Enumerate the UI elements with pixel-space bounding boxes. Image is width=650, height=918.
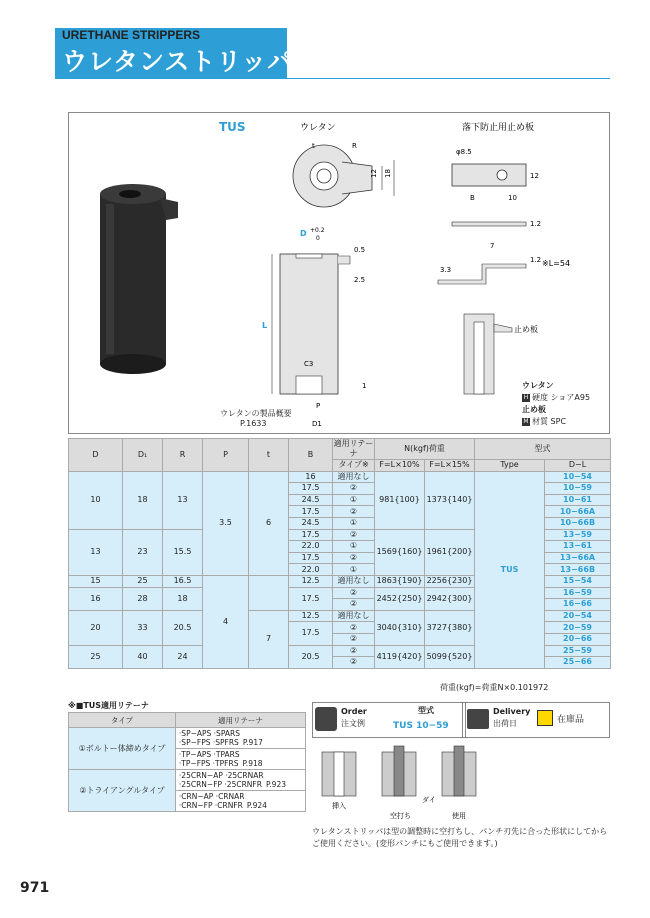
phone-icon [315, 707, 337, 731]
urethane-label: ウレタン [300, 123, 336, 133]
svg-text:+0.2: +0.2 [310, 227, 325, 234]
truck-icon [467, 709, 489, 729]
header-rule [55, 78, 610, 79]
svg-text:3.3: 3.3 [440, 266, 452, 274]
spec-table: D D₁ R P t B 適用リテーナ N(kgf)荷重 型式 タイプ※ F=L×10% F=L×15% Type D−L 10 18 13 3.5 6 16 適用なし 981{100} 1373{140} TUS 10−54 17.5 ② 10−59 24.5 ① 10−61 17.5 ② 10−66A 24.5 ① 10−66B 13 23 15.5 17.5 ② 1569{160} 1961{200} 13−59 22.0 ① 13−61 17.5 ② 13−66A 22.0 ① 13−66B 15 25 16.5 4 12.5 適用なし 1863{190} 2256{230} 15−54 16 28 18 17.5 ② 2452{250} 2942{300} 16−59 ② 16−66 20 33 20.5 7 12.5 適用なし 3040{310} 3727{380} 20−54 17.5 ② 20−59 ② 20−66 25 40 24 20.5 ② 4119{420} 5099{520} 25−59 ② 25−66 [68, 438, 611, 669]
page-number: 971 [20, 880, 50, 896]
svg-text:D: D [300, 229, 307, 238]
svg-text:P: P [316, 402, 321, 410]
urethane-overview-note: ウレタンの製品概要 P.1633 [220, 409, 292, 428]
svg-text:t: t [312, 142, 315, 150]
svg-text:止め板: 止め板 [514, 325, 538, 334]
svg-text:1: 1 [362, 382, 367, 390]
svg-text:18: 18 [384, 169, 392, 178]
svg-text:7: 7 [490, 242, 495, 250]
header-jp-title: ウレタンストリッパ [62, 47, 294, 76]
svg-text:B: B [470, 194, 475, 202]
svg-text:12: 12 [530, 172, 539, 180]
spec-block: ウレタン H 硬度 ショアA95 止め板 M 材質 SPC [522, 381, 591, 426]
type-label: TUS [219, 120, 246, 134]
svg-text:0: 0 [316, 235, 320, 242]
svg-text:12: 12 [370, 169, 378, 178]
svg-text:R: R [352, 142, 357, 150]
svg-text:D1: D1 [312, 420, 322, 428]
svg-text:使用: 使用 [452, 812, 466, 820]
svg-text:ダイ: ダイ [422, 796, 436, 804]
svg-text:※L=54: ※L=54 [542, 259, 571, 268]
order-example-box: Order 注文例 型式 TUS 10−59 [312, 702, 466, 738]
svg-text:2.5: 2.5 [354, 276, 366, 284]
svg-text:0.5: 0.5 [354, 246, 366, 254]
svg-text:1.2: 1.2 [530, 220, 542, 228]
delivery-box: Delivery 出荷日 在庫品 [462, 702, 610, 738]
usage-note: ウレタンストリッパは型の調整時に空打ちし、パンチ刃先に合った形状にしてからご使用ください。(変形パンチにもご使用できます。) [312, 827, 608, 848]
usage-diagram [312, 742, 502, 822]
svg-text:10: 10 [508, 194, 517, 202]
svg-text:空打ち: 空打ち [390, 812, 411, 820]
svg-text:φ8.5: φ8.5 [456, 148, 472, 156]
svg-text:1.2: 1.2 [530, 256, 542, 264]
svg-text:挿入: 挿入 [332, 802, 346, 810]
retainer-table: タイプ 適用リテーナ ①ボルトー体締めタイプ ·SP−APS ·SPARS ·SP−FPS ·SPFRS P.917 ·TP−APS ·TPARS ·TP−FPS ·TPFRS P.918 ②トライアングルタイプ ·25CRN−AP ·25CRNAR ·25CRN−FP ·25CRNFR P.923 ·CRN−AP ·CRNAR ·CRN−FP ·CRNFR P.924 [68, 712, 306, 812]
retainer-title: ※■TUS適用リテーナ [68, 701, 149, 710]
urethane-stripper-photo [70, 114, 212, 432]
svg-text:L: L [262, 321, 268, 330]
header-en-title: URETHANE STRIPPERS [62, 28, 201, 42]
svg-text:C3: C3 [304, 360, 314, 368]
load-conversion-note: 荷重(kgf)=荷重N×0.101972 [440, 683, 549, 692]
stock-icon [537, 710, 553, 726]
plate-label: 落下防止用止め板 [462, 123, 535, 133]
